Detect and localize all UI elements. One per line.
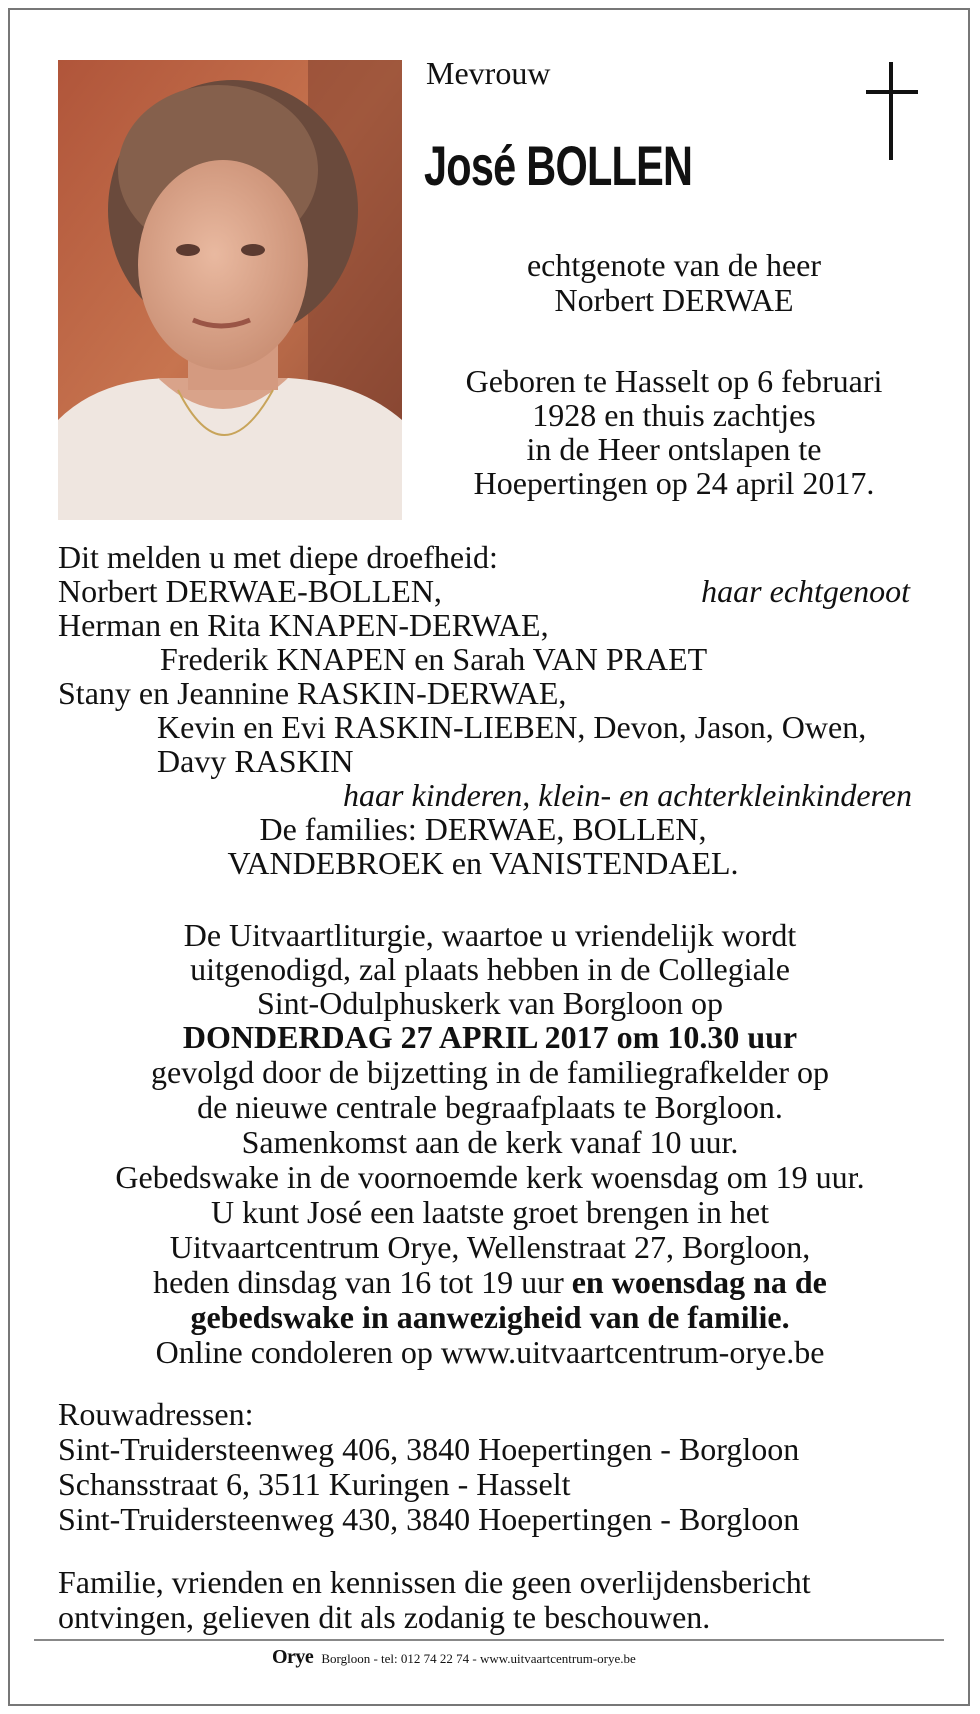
families-line: VANDEBROEK en VANISTENDAEL. (227, 845, 739, 881)
birth-line: Hoepertingen op 24 april 2017. (473, 465, 875, 501)
spouse-line-1: echtgenote van de heer (526, 247, 822, 283)
family-line: Kevin en Evi RASKIN-LIEBEN, Devon, Jason, Owen, (157, 709, 867, 745)
funeral-line (40, 1265, 940, 1300)
spouse-line-2: Norbert DERWAE (554, 282, 794, 318)
family-line: Davy RASKIN (157, 743, 354, 779)
family-line: Stany en Jeannine RASKIN-DERWAE, (58, 675, 567, 711)
closing-line: ontvingen, gelieven dit als zodanig te beschouwen. (58, 1599, 711, 1635)
birth-line: Geboren te Hasselt op 6 februari (465, 363, 883, 399)
condolence-line: Online condoleren op www.uitvaartcentrum-orye.be (155, 1334, 825, 1370)
funeral-line: gevolgd door de bijzetting in de familiegrafkelder op (151, 1054, 829, 1090)
spouse-name: Norbert DERWAE-BOLLEN, (58, 573, 442, 609)
funeral-line: Sint-Odulphuskerk van Borgloon op (256, 985, 724, 1021)
birth-line: in de Heer ontslapen te (526, 431, 822, 467)
visit-hours: heden dinsdag van 16 tot 19 uur (153, 1264, 572, 1300)
funeral-date: DONDERDAG 27 APRIL 2017 om 10.30 uur (182, 1019, 798, 1055)
families-line: De families: DERWAE, BOLLEN, (259, 811, 707, 847)
funeral-line: Uitvaartcentrum Orye, Wellenstraat 27, Borgloon, (169, 1229, 811, 1265)
family-line: Herman en Rita KNAPEN-DERWAE, (58, 607, 549, 643)
closing-line: Familie, vrienden en kennissen die geen overlijdensbericht (58, 1564, 811, 1600)
funeral-line-bold: gebedswake in aanwezigheid van de familie. (190, 1299, 790, 1335)
funeral-line: uitgenodigd, zal plaats hebben in de Collegiale (190, 951, 790, 987)
funeral-line: U kunt José een laatste groet brengen in het (210, 1194, 770, 1230)
footer-contact: Borgloon - tel: 012 74 22 74 - www.uitvaartcentrum-orye.be (321, 1651, 636, 1666)
funeral-line: De Uitvaartliturgie, waartoe u vriendelijk wordt (183, 917, 797, 953)
footer-divider (34, 1639, 944, 1641)
funeral-line: Gebedswake in de voornoemde kerk woensdag om 19 uur. (115, 1159, 865, 1195)
portrait-photo (58, 60, 402, 520)
footer (272, 1647, 636, 1669)
address-line: Sint-Truidersteenweg 406, 3840 Hoepertingen - Borgloon (58, 1431, 800, 1467)
cross-icon (862, 62, 922, 162)
family-line: Frederik KNAPEN en Sarah VAN PRAET (160, 641, 708, 677)
address-line: Schansstraat 6, 3511 Kuringen - Hasselt (58, 1466, 571, 1502)
funeral-line: Samenkomst aan de kerk vanaf 10 uur. (241, 1124, 739, 1160)
family-intro: Dit melden u met diepe droefheid: (58, 539, 498, 575)
deceased-name: José BOLLEN (424, 134, 693, 197)
funeral-home-logo: Orye (272, 1646, 314, 1668)
birth-line: 1928 en thuis zachtjes (532, 397, 816, 433)
children-role: haar kinderen, klein- en achterkleinkinderen (343, 777, 912, 813)
salutation: Mevrouw (426, 55, 551, 91)
addresses-heading: Rouwadressen: (58, 1396, 254, 1432)
funeral-line: de nieuwe centrale begraafplaats te Borgloon. (197, 1089, 783, 1125)
address-line: Sint-Truidersteenweg 430, 3840 Hoepertingen - Borgloon (58, 1501, 800, 1537)
visit-hours-bold: en woensdag na de (571, 1264, 827, 1300)
spouse-role: haar echtgenoot (701, 573, 910, 609)
